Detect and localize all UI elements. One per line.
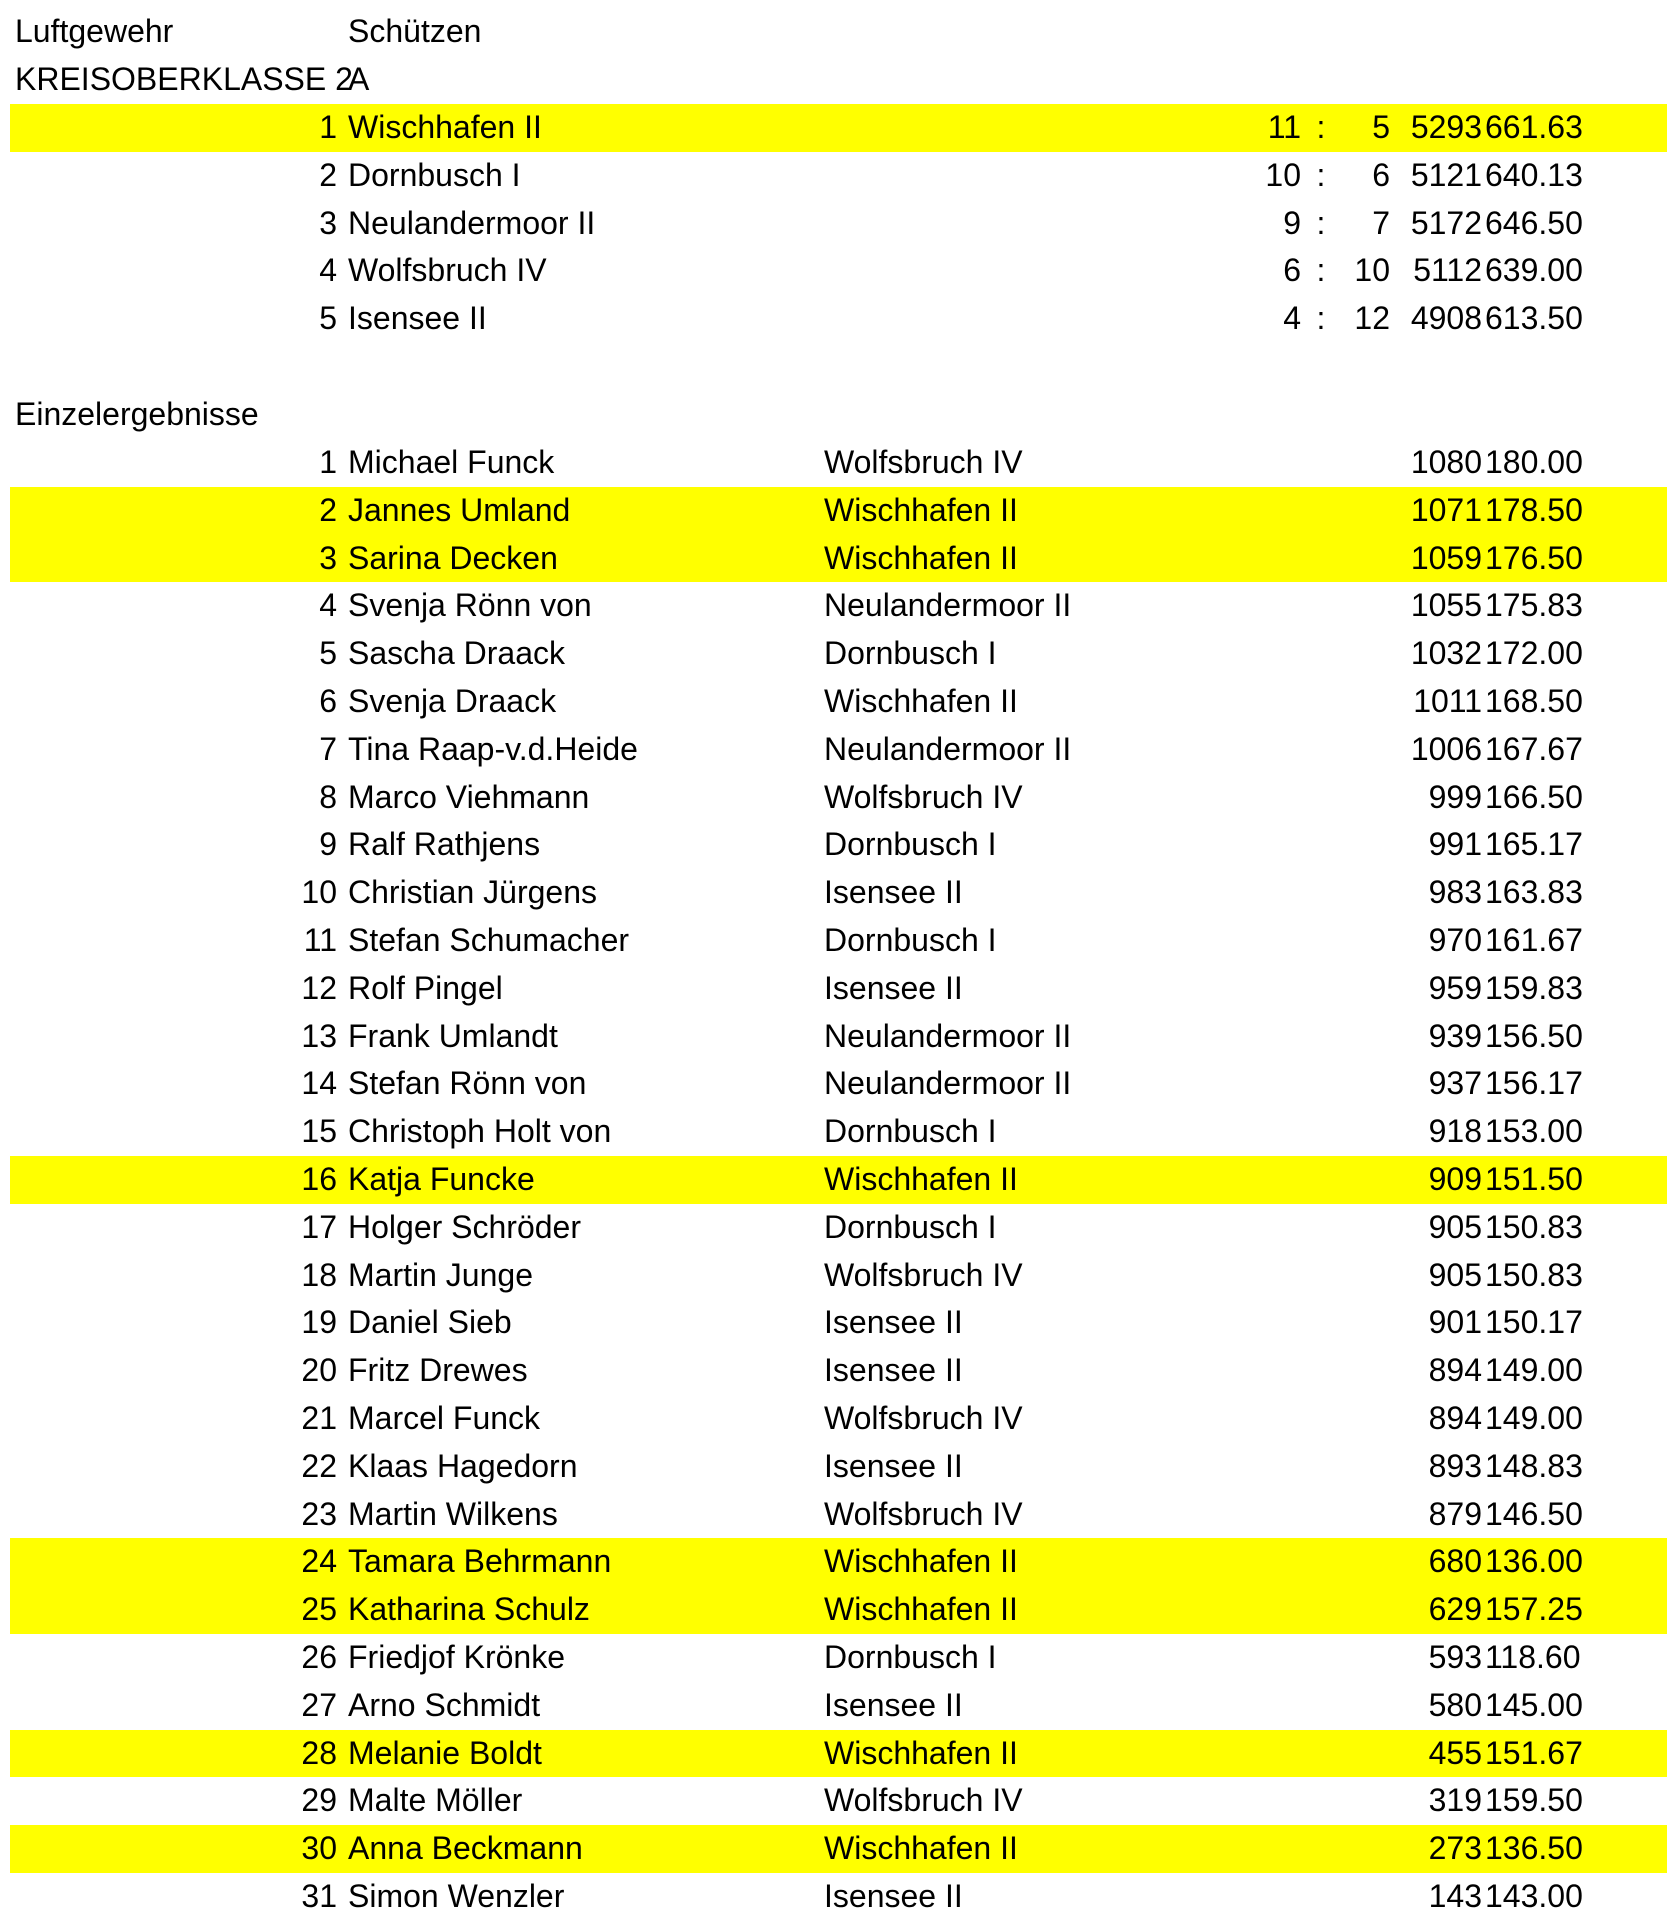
individual-row — [10, 1491, 1667, 1539]
team-rank: 3 — [319, 204, 337, 241]
team-score-separator: : — [1316, 156, 1326, 193]
team-rings: 4908 — [1410, 300, 1482, 337]
team-wins: 10 — [1265, 156, 1301, 193]
shooter-average: 180.00 — [1485, 444, 1583, 480]
shooter-average: 150.83 — [1485, 1208, 1583, 1245]
shooter-name: Stefan Schumacher — [348, 922, 630, 958]
shooter-rings: 680 — [1428, 1543, 1482, 1580]
team-losses: 5 — [1372, 109, 1390, 145]
shooter-name: Frank Umlandt — [348, 1017, 558, 1054]
shooter-club: Neulandermoor II — [824, 587, 1072, 624]
team-rings: 5121 — [1410, 156, 1482, 193]
shooter-rank: 10 — [301, 874, 337, 911]
league-label: KREISOBERKLASSE 2 — [15, 61, 353, 97]
shooter-average: 148.83 — [1485, 1447, 1583, 1484]
shooter-club: Wischhafen II — [824, 1161, 1018, 1197]
header-row-1 — [10, 8, 1667, 56]
individual-row — [10, 1204, 1667, 1252]
shooter-rings: 143 — [1428, 1878, 1482, 1914]
team-losses: 12 — [1354, 300, 1390, 337]
shooter-average: 165.17 — [1485, 826, 1583, 863]
header-row-2 — [10, 56, 1667, 104]
shooter-rings: 909 — [1428, 1161, 1482, 1197]
shooter-average: 159.50 — [1485, 1782, 1583, 1819]
shooter-name: Arno Schmidt — [348, 1686, 541, 1723]
shooter-average: 175.83 — [1485, 587, 1583, 624]
shooter-rank: 13 — [301, 1017, 337, 1054]
shooter-club: Wolfsbruch IV — [824, 1495, 1023, 1532]
shooter-average: 176.50 — [1485, 539, 1583, 576]
shooter-rings: 959 — [1428, 969, 1482, 1006]
individual-row — [10, 1299, 1667, 1347]
shooter-rank: 28 — [301, 1734, 337, 1771]
team-wins: 9 — [1283, 204, 1301, 241]
shooter-club: Wolfsbruch IV — [824, 778, 1023, 815]
team-rings: 5112 — [1413, 252, 1482, 289]
shooter-average: 150.83 — [1485, 1256, 1583, 1293]
shooter-average: 149.00 — [1485, 1400, 1583, 1436]
shooter-name: Ralf Rathjens — [348, 826, 541, 863]
shooter-rings: 593 — [1428, 1639, 1482, 1675]
team-rank: 1 — [319, 109, 337, 145]
individual-row — [10, 726, 1667, 774]
shooter-rank: 23 — [301, 1495, 337, 1532]
shooter-club: Neulandermoor II — [824, 730, 1072, 767]
shooter-rings: 901 — [1428, 1304, 1482, 1341]
shooter-rank: 16 — [301, 1161, 337, 1197]
shooter-average: 166.50 — [1485, 778, 1583, 815]
shooter-rank: 19 — [301, 1304, 337, 1341]
shooter-rank: 3 — [319, 539, 337, 576]
shooter-rings: 991 — [1428, 826, 1482, 863]
team-losses: 7 — [1372, 204, 1390, 241]
category-label: Schützen — [348, 13, 482, 49]
shooter-rank: 6 — [319, 683, 337, 719]
team-score-separator: : — [1316, 300, 1326, 337]
shooter-name: Martin Wilkens — [348, 1495, 558, 1532]
shooter-average: 146.50 — [1485, 1495, 1583, 1532]
team-name: Wolfsbruch IV — [348, 252, 547, 289]
individual-row — [10, 1252, 1667, 1300]
team-average: 613.50 — [1485, 300, 1583, 337]
individual-row — [10, 1156, 1667, 1204]
shooter-rank: 26 — [301, 1639, 337, 1675]
individual-row — [10, 1634, 1667, 1682]
shooter-average: 143.00 — [1485, 1878, 1583, 1914]
team-wins: 6 — [1283, 252, 1301, 289]
shooter-name: Michael Funck — [348, 444, 555, 480]
individual-row — [10, 1777, 1667, 1825]
shooter-rank: 24 — [301, 1543, 337, 1580]
shooter-club: Isensee II — [824, 1447, 963, 1484]
team-row — [10, 295, 1667, 343]
shooter-club: Wischhafen II — [824, 491, 1018, 528]
shooter-average: 150.17 — [1485, 1304, 1583, 1341]
shooter-rings: 894 — [1428, 1352, 1482, 1389]
individual-row — [10, 439, 1667, 487]
shooter-name: Tamara Behrmann — [348, 1543, 612, 1580]
individual-row — [10, 1730, 1667, 1778]
shooter-rings: 894 — [1428, 1400, 1482, 1436]
shooter-club: Isensee II — [824, 874, 963, 911]
shooter-club: Wischhafen II — [824, 1543, 1018, 1580]
shooter-rank: 15 — [301, 1113, 337, 1150]
individual-row — [10, 630, 1667, 678]
shooter-rank: 22 — [301, 1447, 337, 1484]
shooter-name: Rolf Pingel — [348, 969, 503, 1006]
shooter-average: 161.67 — [1485, 922, 1583, 958]
shooter-club: Neulandermoor II — [824, 1017, 1072, 1054]
shooter-rings: 999 — [1428, 778, 1482, 815]
shooter-name: Klaas Hagedorn — [348, 1447, 578, 1484]
shooter-average: 157.25 — [1485, 1591, 1583, 1628]
shooter-club: Dornbusch I — [824, 1639, 997, 1675]
team-rank: 4 — [319, 252, 337, 289]
shooter-average: 172.00 — [1485, 635, 1583, 672]
team-average: 640.13 — [1485, 156, 1583, 193]
shooter-rings: 918 — [1428, 1113, 1482, 1150]
team-losses: 6 — [1372, 156, 1390, 193]
shooter-club: Wischhafen II — [824, 683, 1018, 719]
shooter-rank: 9 — [319, 826, 337, 863]
shooter-rank: 31 — [301, 1878, 337, 1914]
shooter-club: Dornbusch I — [824, 922, 997, 958]
shooter-name: Svenja Draack — [348, 683, 557, 719]
team-rings: 5172 — [1410, 204, 1482, 241]
shooter-rings: 1055 — [1410, 587, 1482, 624]
shooter-average: 167.67 — [1485, 730, 1583, 767]
shooter-rank: 7 — [319, 730, 337, 767]
shooter-name: Tina Raap-v.d.Heide — [348, 730, 638, 767]
team-row — [10, 152, 1667, 200]
shooter-average: 168.50 — [1485, 683, 1583, 719]
shooter-rings: 970 — [1428, 922, 1482, 958]
team-score-separator: : — [1316, 252, 1326, 289]
individual-row — [10, 1395, 1667, 1443]
team-name: Wischhafen II — [348, 109, 542, 145]
shooter-average: 151.67 — [1485, 1734, 1583, 1771]
shooter-club: Dornbusch I — [824, 1113, 997, 1150]
shooter-name: Christian Jürgens — [348, 874, 597, 911]
shooter-name: Friedjof Krönke — [348, 1639, 565, 1675]
shooter-average: 163.83 — [1485, 874, 1583, 911]
shooter-rank: 29 — [301, 1782, 337, 1819]
shooter-rank: 5 — [319, 635, 337, 672]
shooter-club: Isensee II — [824, 1878, 963, 1914]
shooter-club: Wischhafen II — [824, 1734, 1018, 1771]
shooter-club: Wolfsbruch IV — [824, 1256, 1023, 1293]
shooter-average: 156.50 — [1485, 1017, 1583, 1054]
shooter-rings: 1011 — [1413, 683, 1482, 719]
individual-row — [10, 1538, 1667, 1586]
shooter-rank: 8 — [319, 778, 337, 815]
individual-row — [10, 678, 1667, 726]
shooter-rank: 25 — [301, 1591, 337, 1628]
team-rings: 5293 — [1410, 109, 1482, 145]
individual-row — [10, 1682, 1667, 1730]
team-score-separator: : — [1316, 204, 1326, 241]
shooter-rings: 580 — [1428, 1686, 1482, 1723]
individual-row — [10, 821, 1667, 869]
shooter-rings: 1059 — [1410, 539, 1482, 576]
shooter-name: Holger Schröder — [348, 1208, 581, 1245]
team-rank: 2 — [319, 156, 337, 193]
shooter-club: Wolfsbruch IV — [824, 1782, 1023, 1819]
shooter-name: Svenja Rönn von — [348, 587, 592, 624]
shooter-club: Dornbusch I — [824, 635, 997, 672]
shooter-name: Simon Wenzler — [348, 1878, 565, 1914]
team-wins: 11 — [1267, 109, 1301, 145]
shooter-name: Daniel Sieb — [348, 1304, 512, 1341]
shooter-rings: 1080 — [1410, 444, 1482, 480]
shooter-name: Katja Funcke — [348, 1161, 535, 1197]
shooter-club: Dornbusch I — [824, 826, 997, 863]
shooter-rank: 20 — [301, 1352, 337, 1389]
shooter-name: Stefan Rönn von — [348, 1065, 587, 1102]
shooter-rank: 17 — [301, 1208, 337, 1245]
shooter-rings: 455 — [1428, 1734, 1482, 1771]
individual-row — [10, 582, 1667, 630]
shooter-club: Isensee II — [824, 1352, 963, 1389]
team-row — [10, 247, 1667, 295]
individual-row — [10, 917, 1667, 965]
shooter-rank: 27 — [301, 1686, 337, 1723]
individual-row — [10, 774, 1667, 822]
individual-row — [10, 1586, 1667, 1634]
shooter-rings: 879 — [1428, 1495, 1482, 1532]
shooter-rings: 983 — [1428, 874, 1482, 911]
shooter-rings: 273 — [1428, 1830, 1482, 1867]
shooter-rank: 14 — [301, 1065, 337, 1102]
shooter-name: Marcel Funck — [348, 1400, 541, 1436]
individual-row — [10, 535, 1667, 583]
shooter-club: Isensee II — [824, 1304, 963, 1341]
shooter-club: Wolfsbruch IV — [824, 444, 1023, 480]
shooter-rank: 30 — [301, 1830, 337, 1867]
shooter-average: 178.50 — [1485, 491, 1583, 528]
team-losses: 10 — [1354, 252, 1390, 289]
shooter-club: Isensee II — [824, 969, 963, 1006]
individual-row — [10, 965, 1667, 1013]
shooter-rings: 893 — [1428, 1447, 1482, 1484]
team-average: 646.50 — [1485, 204, 1583, 241]
shooter-club: Neulandermoor II — [824, 1065, 1072, 1102]
individual-row — [10, 1825, 1667, 1873]
team-average: 639.00 — [1485, 252, 1583, 289]
individual-section-row — [10, 391, 1667, 439]
group-label: A — [348, 61, 370, 97]
shooter-name: Sarina Decken — [348, 539, 558, 576]
shooter-average: 153.00 — [1485, 1113, 1583, 1150]
shooter-rank: 21 — [301, 1400, 337, 1436]
shooter-rings: 939 — [1428, 1017, 1482, 1054]
shooter-club: Wischhafen II — [824, 1591, 1018, 1628]
team-name: Isensee II — [348, 300, 487, 337]
shooter-average: 136.50 — [1485, 1830, 1583, 1867]
shooter-rank: 18 — [301, 1256, 337, 1293]
individual-results-title: Einzelergebnisse — [15, 396, 259, 432]
shooter-name: Marco Viehmann — [348, 778, 590, 815]
shooter-club: Wolfsbruch IV — [824, 1400, 1023, 1436]
team-name: Dornbusch I — [348, 156, 521, 193]
individual-row — [10, 1873, 1667, 1921]
shooter-average: 136.00 — [1485, 1543, 1583, 1580]
shooter-rank: 11 — [303, 922, 337, 958]
shooter-rings: 1071 — [1410, 491, 1482, 528]
individual-row — [10, 1108, 1667, 1156]
team-name: Neulandermoor II — [348, 204, 596, 241]
individual-row — [10, 487, 1667, 535]
shooter-rings: 319 — [1428, 1782, 1482, 1819]
shooter-rings: 937 — [1428, 1065, 1482, 1102]
shooter-rings: 905 — [1428, 1208, 1482, 1245]
shooter-rank: 4 — [319, 587, 337, 624]
shooter-average: 156.17 — [1485, 1065, 1583, 1102]
shooter-name: Martin Junge — [348, 1256, 533, 1293]
shooter-rank: 2 — [319, 491, 337, 528]
shooter-name: Christoph Holt von — [348, 1113, 612, 1150]
shooter-average: 149.00 — [1485, 1352, 1583, 1389]
shooter-average: 118.60 — [1485, 1639, 1581, 1675]
shooter-name: Katharina Schulz — [348, 1591, 590, 1628]
team-score-separator: : — [1316, 109, 1326, 145]
shooter-name: Anna Beckmann — [348, 1830, 583, 1867]
team-row — [10, 104, 1667, 152]
shooter-name: Fritz Drewes — [348, 1352, 528, 1389]
shooter-name: Malte Möller — [348, 1782, 523, 1819]
shooter-rank: 12 — [301, 969, 337, 1006]
individual-row — [10, 1060, 1667, 1108]
shooter-average: 151.50 — [1485, 1161, 1583, 1197]
discipline-label: Luftgewehr — [15, 13, 174, 49]
shooter-club: Isensee II — [824, 1686, 963, 1723]
shooter-rings: 1006 — [1410, 730, 1482, 767]
individual-row — [10, 1013, 1667, 1061]
team-row — [10, 200, 1667, 248]
shooter-rank: 1 — [319, 444, 337, 480]
individual-row — [10, 1347, 1667, 1395]
shooter-club: Wischhafen II — [824, 539, 1018, 576]
shooter-name: Sascha Draack — [348, 635, 565, 672]
shooter-average: 159.83 — [1485, 969, 1583, 1006]
individual-row — [10, 869, 1667, 917]
shooter-rings: 629 — [1428, 1591, 1482, 1628]
shooter-name: Melanie Boldt — [348, 1734, 542, 1771]
team-average: 661.63 — [1485, 109, 1583, 145]
shooter-club: Wischhafen II — [824, 1830, 1018, 1867]
individual-row — [10, 1443, 1667, 1491]
team-rank: 5 — [319, 300, 337, 337]
shooter-club: Dornbusch I — [824, 1208, 997, 1245]
shooter-rings: 905 — [1428, 1256, 1482, 1293]
shooter-name: Jannes Umland — [348, 491, 571, 528]
team-wins: 4 — [1283, 300, 1301, 337]
shooter-rings: 1032 — [1410, 635, 1482, 672]
shooter-average: 145.00 — [1485, 1686, 1583, 1723]
